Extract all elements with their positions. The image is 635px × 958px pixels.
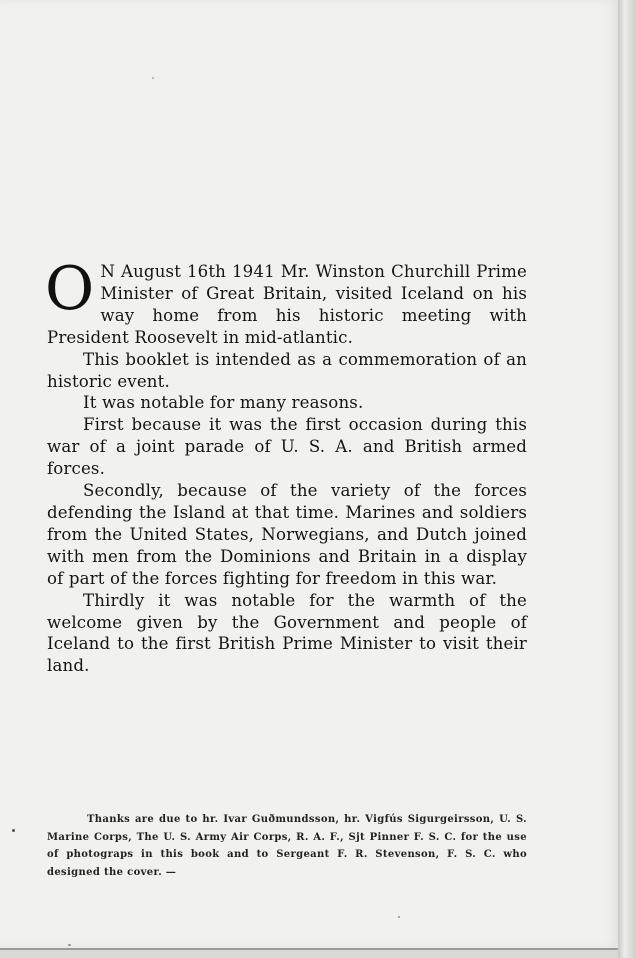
paper-speck: [152, 77, 154, 79]
paragraph-commemoration: This booklet is intended as a commemoration of an historic event.: [47, 349, 527, 391]
paragraph-first-reason: First because it was the first occasion during this war of a joint parade of U. S. A. and British armed forces.: [47, 415, 527, 479]
paragraph-second-reason: Secondly, because of the variety of the forces defending the Island at that time. Marines and soldiers from the United States, Norwegians, and Dutch joined with men from the Dominions and Britain in a display of part of the forces fighting for freedom in this war.: [47, 481, 527, 588]
intro-paragraph: [45, 254, 527, 349]
paper-speck: [12, 829, 15, 832]
paper-speck: [68, 944, 71, 946]
page-edge: [618, 0, 635, 958]
paper-speck: [398, 916, 400, 918]
paragraph-notable: It was notable for many reasons.: [83, 393, 364, 413]
drop-cap: O: [45, 254, 95, 324]
acknowledgements-footnote: Thanks are due to hr. Ivar Guðmundsson, hr. Vigfús Sigurgeirsson, U. S. Marine Corps, The U. S. Army Air Corps, R. A. F., Sjt Pinner F. S. C. for the use of photograps in this book and to Sergeant F. R. Stevenson, F. S. C. who designed the cover. —: [47, 814, 527, 878]
intro-text: N August 16th 1941 Mr. Winston Churchill Prime Minister of Great Britain, visited Iceland on his way home from his historic meeting with President Roosevelt in mid-atlantic.: [47, 262, 527, 347]
main-text: [45, 254, 527, 677]
paragraph-third-reason: Thirdly it was notable for the warmth of the welcome given by the Government and people of Iceland to the first British Prime Minister to visit their land.: [47, 590, 527, 676]
